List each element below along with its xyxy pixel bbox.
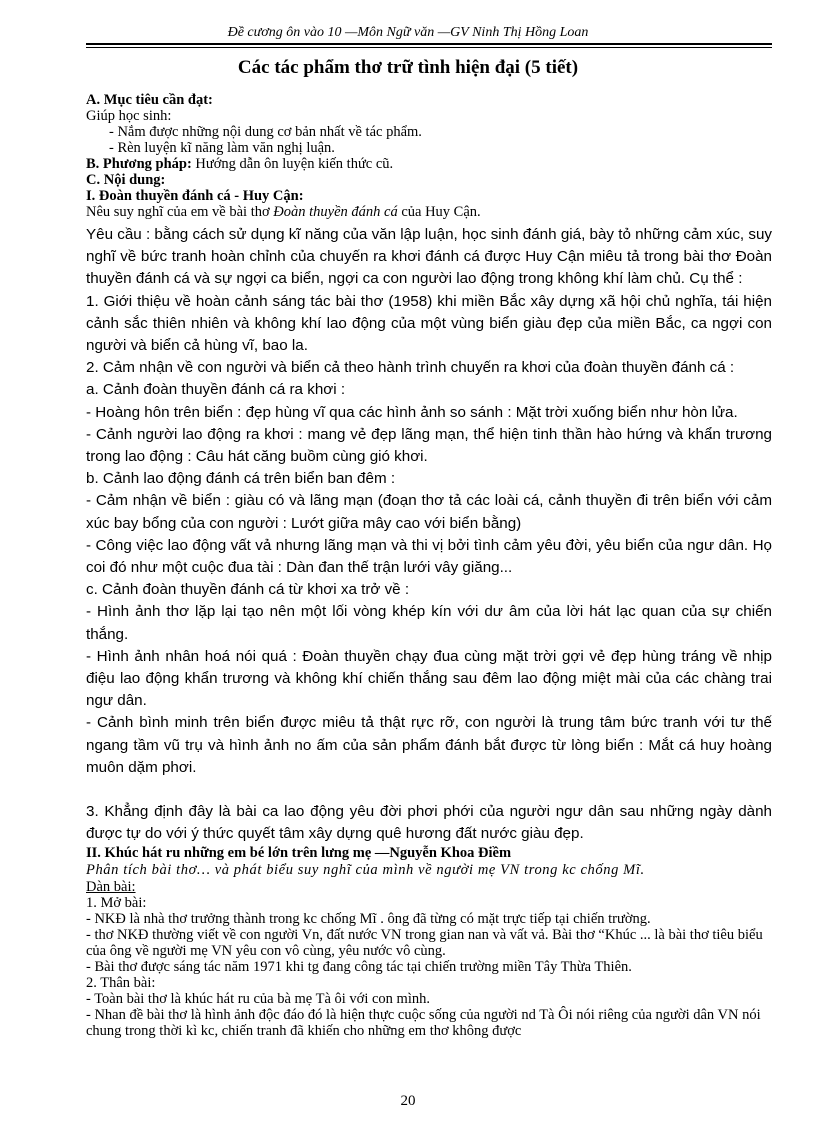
section-c-heading: C. Nội dung:: [86, 172, 166, 188]
page-number: 20: [400, 1093, 416, 1109]
part1-paragraph: - Hoàng hôn trên biển : đẹp hùng vĩ qua các hình ảnh so sánh : Mặt trời xuống biển như hòn lửa.: [86, 403, 738, 421]
than-bai-item: - Toàn bài thơ là khúc hát ru của bà mẹ Tà ôi với con mình.: [86, 991, 430, 1008]
header-rule: [86, 43, 772, 45]
section-b-label: B. Phương pháp:: [86, 156, 192, 172]
section-b-text: Hướng dẫn ôn luyện kiến thức cũ.: [191, 156, 394, 172]
part1-paragraph: - Hình ảnh nhân hoá nói quá : Đoàn thuyền chạy đua cùng mặt trời gợi vẻ đẹp hùng tráng về nhịp điệu lao động khẩn trương và không khí chiến thắng sau đêm lao động miệt mài của các chàng trai ngư dân.: [86, 647, 772, 710]
than-bai-item: - Nhan đề bài thơ là hình ảnh độc đáo đó là hiện thực cuộc sống của người nd Tà Ôi nói riêng của người dân VN nói chung trong thời kì kc, chiến tranh đã khiến cho những em thơ không được: [86, 1007, 761, 1040]
mo-bai-item: - NKĐ là nhà thơ trưởng thành trong kc chống Mĩ . ông đã từng có mặt trực tiếp tại chiến trường.: [86, 911, 651, 928]
part1-paragraph: - Hình ảnh thơ lặp lại tạo nên một lối vòng khép kín với dư âm của lời hát lạc quan của sự chiến thắng.: [86, 603, 772, 643]
part1-prompt-title: Đoàn thuyền đánh cá: [273, 204, 398, 220]
header-rule-thin: [86, 47, 772, 48]
part1-paragraph: b. Cảnh lao động đánh cá trên biển ban đêm :: [86, 470, 396, 488]
part1-paragraph: - Cảnh người lao động ra khơi : mang vẻ đẹp lãng mạn, thể hiện tinh thần hào hứng và khẩn trương trong lao động : Câu hát căng buồm cùng gió khơi.: [86, 425, 772, 466]
part2-outline-label: [86, 879, 772, 895]
part1-paragraph: 1. Giới thiệu về hoàn cảnh sáng tác bài thơ (1958) khi miền Bắc xây dựng xã hội chủ nghĩa, tái hiện cảnh sắc thiên nhiên và không khí lao động của một vùng biển giàu đẹp của miền Bắc, ca ngợi con người và biển cả hùng vĩ, bao la.: [86, 292, 772, 355]
part1-prompt-tail: của Huy Cận.: [397, 204, 481, 220]
part1-prompt: [86, 204, 772, 220]
part1-conclusion: 3. Khẳng định đây là bài ca lao động yêu đời phơi phới của người ngư dân sau những ngày dành được tự do với ý thức quyết tâm xây dựng quê hương đất nước giàu đẹp.: [86, 803, 772, 843]
outline-label-text: Dàn bài:: [86, 879, 136, 896]
page-title: Các tác phẩm thơ trữ tình hiện đại (5 tiết): [237, 57, 579, 78]
part1-heading: I. Đoàn thuyền đánh cá - Huy Cận:: [86, 188, 304, 204]
section-b: [86, 156, 772, 172]
part2-prompt: Phân tích bài thơ… và phát biểu suy nghĩ của mình về người mẹ VN trong kc chống Mĩ.: [86, 862, 645, 879]
section-a-intro: Giúp học sinh:: [86, 108, 172, 124]
part1-paragraph: a. Cảnh đoàn thuyền đánh cá ra khơi :: [86, 381, 346, 399]
mo-bai-item: - Bài thơ được sáng tác năm 1971 khi tg đang công tác tại chiến trường miền Tây Thừa Thiên.: [86, 959, 632, 976]
part1-paragraph: c. Cảnh đoàn thuyền đánh cá từ khơi xa trở về :: [86, 581, 410, 599]
document-body: [86, 92, 772, 1039]
mo-bai-item: - thơ NKĐ thường viết về con người Vn, đất nước VN trong gian nan và vất vả. Bài thơ “Khúc ... là bài thơ tiêu biểu của ông về người mẹ VN yêu con vô cùng, yêu nước vô cùng.: [86, 927, 763, 960]
section-a-bullet: - Nắm được những nội dung cơ bản nhất về tác phẩm.: [109, 124, 422, 140]
than-bai-label: 2. Thân bài:: [86, 975, 156, 992]
section-a-heading: A. Mục tiêu cần đạt:: [86, 92, 213, 108]
part1-paragraph: - Cảm nhận về biển : giàu có và lãng mạn (đoạn thơ tả các loài cá, cảnh thuyền đi trên biển với cảm xúc bay bổng của con người : Lướt giữa mây cao với biển bằng): [86, 492, 772, 532]
running-header: Đề cương ôn vào 10 —Môn Ngữ văn —GV Ninh Thị Hồng Loan: [227, 25, 589, 40]
mo-bai-label: 1. Mở bài:: [86, 895, 147, 912]
part1-prompt-lead: Nêu suy nghĩ của em về bài thơ: [86, 204, 274, 220]
section-a-bullet: - Rèn luyện kĩ năng làm văn nghị luận.: [109, 140, 335, 156]
part1-paragraph: - Công việc lao động vất vả nhưng lãng mạn và thi vị bởi tình cảm yêu đời, yêu biển của ngư dân. Họ coi đó như một cuộc đua tài : Dàn đan thế trận lưới vây giăng...: [86, 536, 772, 577]
paragraph-gap: [86, 779, 772, 801]
part1-paragraph: Yêu cầu : bằng cách sử dụng kĩ năng của văn lập luận, học sinh đánh giá, bày tỏ những cảm xúc, suy nghĩ về bức tranh hoàn chỉnh của chuyến ra khơi đánh cá được Huy Cận miêu tả trong bài thơ Đoàn thuyền đánh cá và sự ngợi ca biển, ngợi ca con người lao động trong không khí làm chủ. Cụ thể :: [86, 226, 772, 288]
part1-paragraph: - Cảnh bình minh trên biển được miêu tả thật rực rỡ, con người là trung tâm bức tranh với tư thế ngang tầm vũ trụ và hình ảnh no ấm của sản phẩm đánh bắt được từ lòng biển : Mắt cá huy hoàng muôn dặm phơi.: [86, 714, 772, 776]
part2-heading: II. Khúc hát ru những em bé lớn trên lưng mẹ —Nguyễn Khoa Điềm: [86, 845, 512, 862]
part1-paragraph: 2. Cảm nhận về con người và biển cả theo hành trình chuyến ra khơi của đoàn thuyền đánh cá :: [86, 359, 735, 377]
